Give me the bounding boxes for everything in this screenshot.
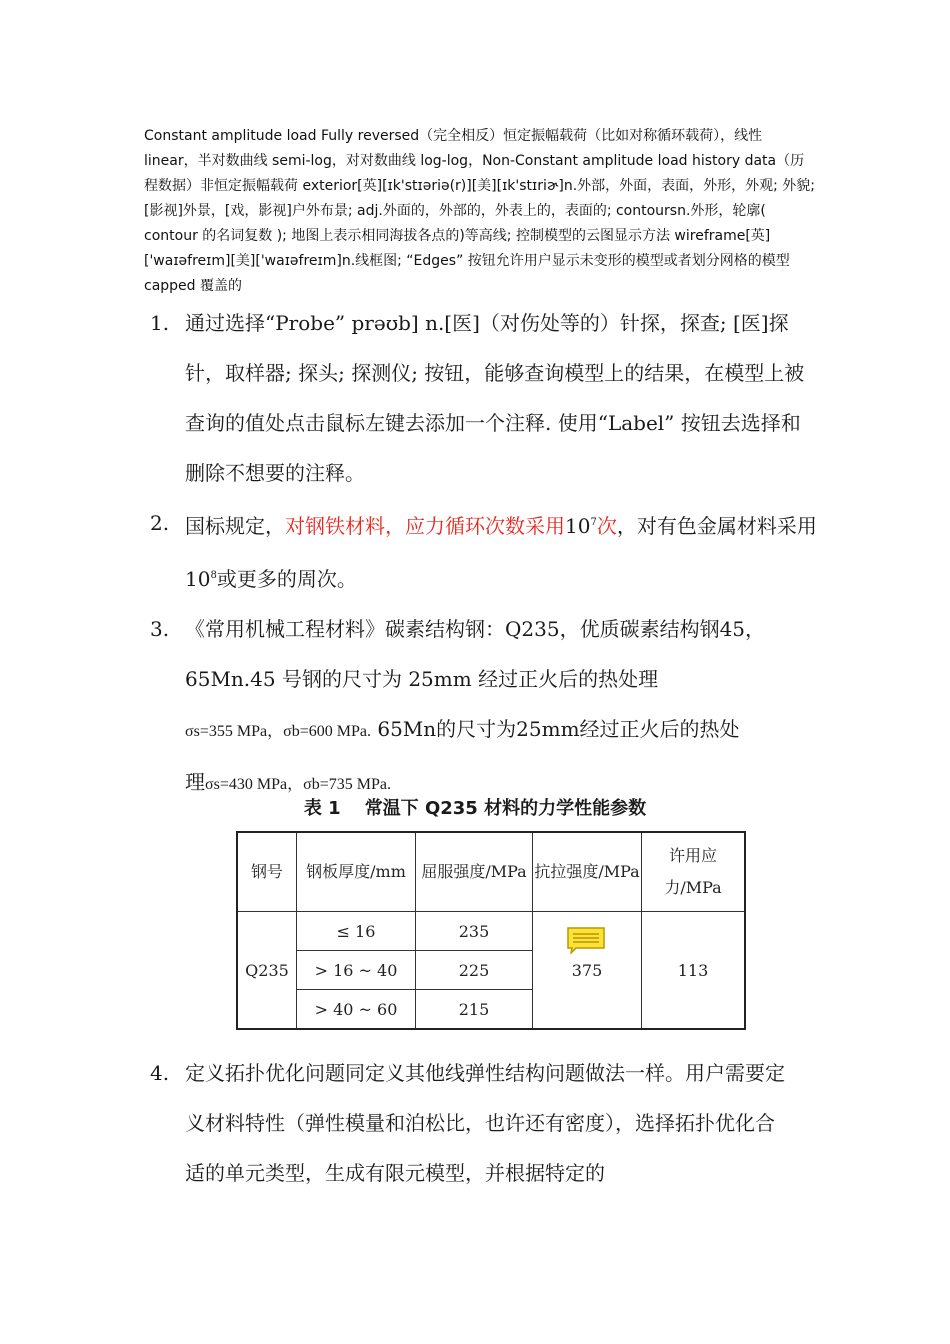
thickness-cell: ≤ 16 xyxy=(297,912,416,951)
list-item-4 xyxy=(150,1048,790,1198)
numbered-list-continued xyxy=(150,1048,790,1198)
text-part: 或更多的周次。 xyxy=(216,567,357,591)
header-cell: 钢号 xyxy=(237,832,297,912)
header-cell: 抗拉强度/MPa xyxy=(533,832,642,912)
thickness-cell: > 16 ~ 40 xyxy=(297,951,416,990)
power-exponent: 7 xyxy=(590,517,597,528)
item-number: 1. xyxy=(150,311,170,335)
table-caption xyxy=(0,794,950,820)
tensile-cell: 375 xyxy=(533,912,642,1030)
grade-cell: Q235 xyxy=(237,912,297,1030)
intro-paragraph: Constant amplitude load Fully reversed（完全相反）恒定振幅载荷（比如对称循环载荷），线性 linear，半对数曲线 semi-log，对对数曲线 log-log，Non-Constant amplitude load history data（历程数据）非恒定振幅载荷 exterior[英][ɪk'stɪəriə(r)][美][ɪk'stɪriɚ]n.外部，外面，表面，外形，外观; 外貌; [影视]外景，[戏，影视]户外布景; adj.外面的，外部的，外表上的，表面的; contoursn.外形，轮廓( contour 的名词复数 ); 地图上表示相同海拔各点的)等高线; 控制模型的云图显示方法 wireframe[英]['waɪəfreɪm][美]['waɪəfreɪm]n.线框图; “Edges” 按钮允许用户显示未变形的模型或者划分网格的模型 capped 覆盖的 xyxy=(144,128,816,294)
item-text xyxy=(185,604,818,810)
formula: σs=355 MPa，σb=600 MPa. xyxy=(185,723,371,740)
numbered-list xyxy=(150,298,818,810)
list-item-3 xyxy=(150,604,818,810)
item-text: 定义拓扑优化问题同定义其他线弹性结构问题做法一样。用户需要定义材料特性（弹性模量和泊松比，也许还有密度），选择拓扑优化合适的单元类型，生成有限元模型，并根据特定的 xyxy=(185,1061,785,1185)
list-item-2 xyxy=(150,498,818,604)
item-number: 2. xyxy=(150,511,170,535)
yield-cell: 235 xyxy=(416,912,533,951)
allowable-cell: 113 xyxy=(642,912,746,1030)
item-text: 通过选择“Probe” prəʊb] n.[医]（对伤处等的）针探，探查; [医]探针，取样器; 探头; 探测仪; 按钮，能够查询模型上的结果，在模型上被查询的值处点击鼠标左键去添加一个注释. 使用“Label” 按钮去选择和删除不想要的注释。 xyxy=(185,311,805,485)
header-cell: 屈服强度/MPa xyxy=(416,832,533,912)
item-text xyxy=(185,498,818,604)
comment-note-icon[interactable] xyxy=(566,926,606,954)
caption-label: 表 1 xyxy=(303,798,341,819)
highlighted-text-tail: 次 xyxy=(596,514,617,538)
text-part: 理 xyxy=(185,770,205,794)
text-part: 《常用机械工程材料》碳素结构钢：Q235，优质碳素结构钢45， 65Mn.45 号钢的尺寸为 25mm 经过正火后的热处理 xyxy=(185,617,766,691)
material-properties-table xyxy=(236,831,746,1030)
yield-cell: 215 xyxy=(416,990,533,1030)
item-number: 3. xyxy=(150,617,170,641)
text-part: ，对有色金属材料采用 xyxy=(616,514,817,538)
yield-cell: 225 xyxy=(416,951,533,990)
item-number: 4. xyxy=(150,1061,170,1085)
header-cell: 钢板厚度/mm xyxy=(297,832,416,912)
power-exponent: 8 xyxy=(210,570,217,581)
power-base: 10 xyxy=(565,514,591,538)
table-header-row xyxy=(237,832,745,912)
text-part: 国标规定， xyxy=(185,514,285,538)
caption-title: 常温下 Q235 材料的力学性能参数 xyxy=(364,798,647,819)
header-cell: 许用应力/MPa xyxy=(642,832,746,912)
text-part: 65Mn的尺寸为25mm经过正火后的热处 xyxy=(370,717,740,741)
highlighted-text: 对钢铁材料，应力循环次数采用 xyxy=(285,514,565,538)
thickness-cell: > 40 ~ 60 xyxy=(297,990,416,1030)
power-base: 10 xyxy=(185,567,211,591)
formula: σs=430 MPa，σb=735 MPa. xyxy=(205,776,391,793)
table-row xyxy=(237,912,745,951)
list-item-1 xyxy=(150,298,818,498)
